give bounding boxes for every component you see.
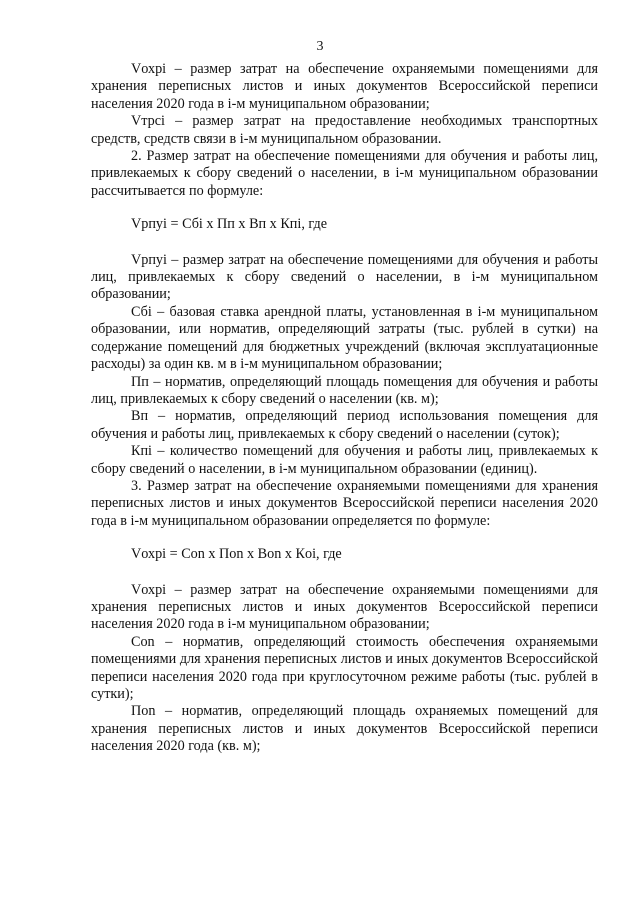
definition-pon: Пon – норматив, определяющий площадь охраняемых помещений для хранения переписных листов и иных документов Всероссийской переписи населения 2020 года (кв. м); <box>91 703 598 755</box>
definition-kp-i: Кпi – количество помещений для обучения и работы лиц, привлекаемых к сбору сведений о населении, в i-м муниципальном образовании (единиц). <box>91 443 598 477</box>
formula-v-rpu-i: Vрпуi = Сбi х Пп х Вп х Кпi, где <box>131 216 328 233</box>
definition-v-ohr-i-2: Vохрi – размер затрат на обеспечение охраняемыми помещениями для хранения переписных листов и иных документов Всероссийской переписи населения 2020 года в i-м муниципальном образовании; <box>91 581 598 633</box>
section-3-intro: 3. Размер затрат на обеспечение охраняемыми помещениями для хранения переписных листов и иных документов Всероссийской переписи населения 2020 года в i-м муниципальном образовании определяется по формуле: <box>91 477 598 529</box>
definition-v-rpu-i: Vрпуi – размер затрат на обеспечение помещениями для обучения и работы лиц, привлекаемых к сбору сведений о населении, в i-м муниципальном образовании; <box>91 251 598 303</box>
formula-v-ohr-i: Vохрi = Сon х Пon х Вon х Кoi, где <box>131 546 342 563</box>
section-2-intro: 2. Размер затрат на обеспечение помещениями для обучения и работы лиц, привлекаемых к сбору сведений о населении, в i-м муниципальном образовании рассчитывается по формуле: <box>91 148 598 199</box>
document-body <box>91 61 598 756</box>
definition-con: Сon – норматив, определяющий стоимость обеспечения охраняемыми помещениями для хранения переписных листов и иных документов Всероссийской переписи населения 2020 года при круглосуточном режиме работы (тыс. рублей в сутки); <box>91 633 598 702</box>
definition-v-ohr-i: Vохрi – размер затрат на обеспечение охраняемыми помещениями для хранения переписных листов и иных документов Всероссийской переписи населения 2020 года в i-м муниципальном образовании; <box>91 61 598 112</box>
definition-vp: Вп – норматив, определяющий период использования помещения для обучения и работы лиц, привлекаемых к сбору сведений о населении (суток); <box>91 408 598 442</box>
definition-v-trs-i: Vтрсi – размер затрат на предоставление необходимых транспортных средств, средств связи в i-м муниципальном образовании. <box>91 113 598 147</box>
definition-sb-i: Сбi – базовая ставка арендной платы, установленная в i-м муниципальном образовании, или норматив, определяющий затраты (тыс. рублей в сутки) на содержание помещений для бюджетных учреждений (включая эксплуатационные расходы) за один кв. м в i-м муниципальном образовании; <box>91 303 598 373</box>
page-number: 3 <box>316 39 324 54</box>
definition-pp: Пп – норматив, определяющий площадь помещения для обучения и работы лиц, привлекаемых к сбору сведений о населении (кв. м); <box>91 373 598 407</box>
